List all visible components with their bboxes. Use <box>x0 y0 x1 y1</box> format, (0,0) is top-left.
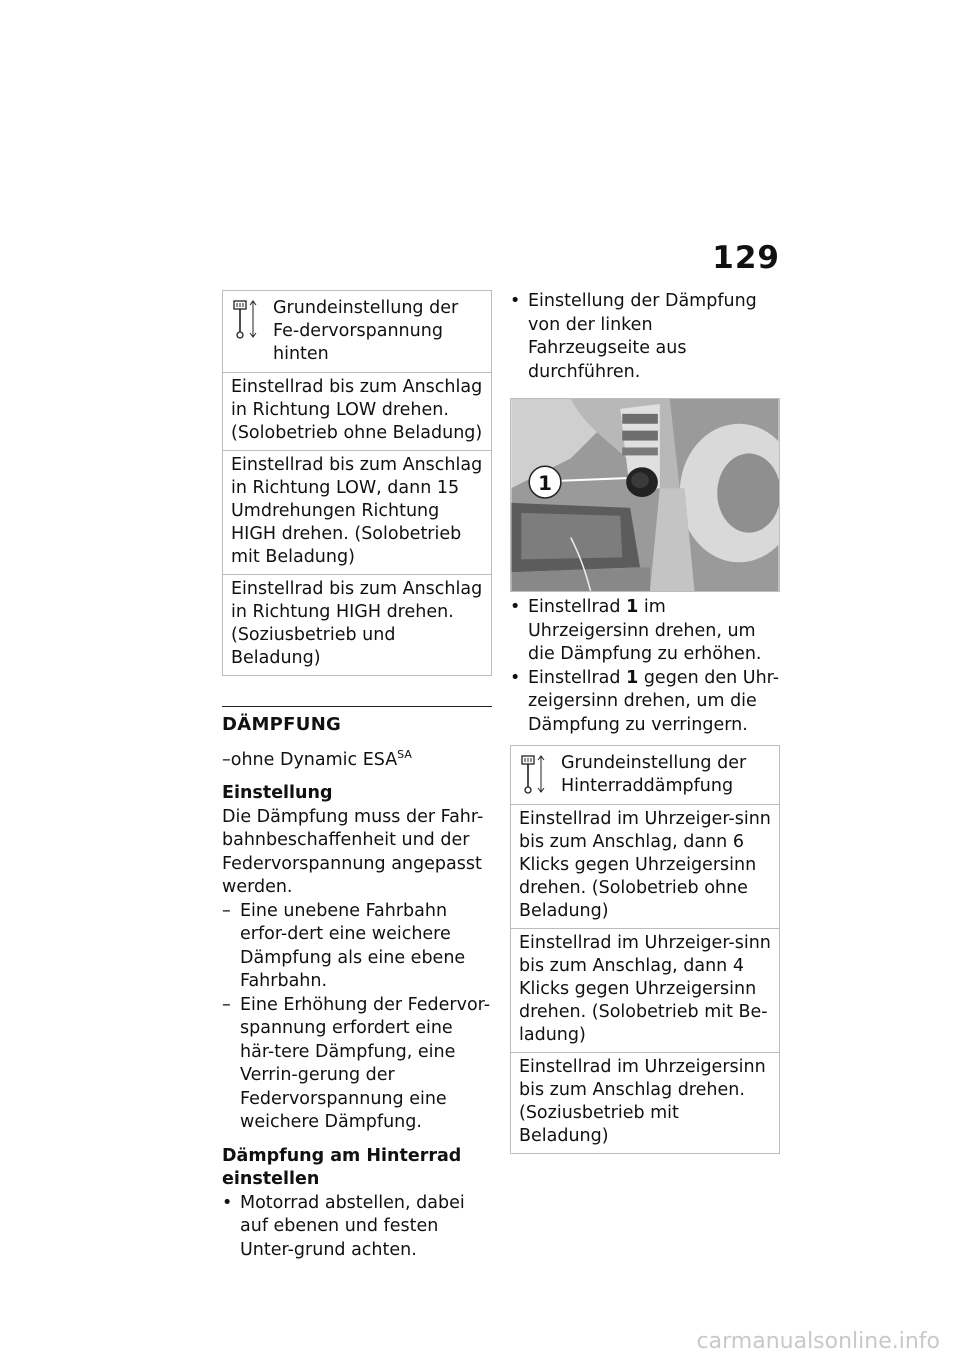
bullet-marker: • <box>510 667 521 688</box>
bullet-marker: • <box>510 597 521 617</box>
spec-table-row: Einstellrad bis zum Anschlag in Richtung LOW, dann 15 Umdrehungen Richtung HIGH drehen. (Solobetrieb mit Beladung) <box>223 451 491 575</box>
dash-list-item <box>222 994 492 1135</box>
dash-item-text: Eine Erhöhung der Federvor-spannung erfordert eine här-tere Dämpfung, eine Verrin-gerung der Federvorspannung eine weichere Dämpfung. <box>240 994 491 1132</box>
bullet-marker: • <box>510 291 521 311</box>
dash-item-text: Eine unebene Fahrbahn erfor-dert eine weichere Dämpfung als eine ebene Fahrbahn. <box>240 900 466 991</box>
spec-table-row: Einstellrad bis zum Anschlag in Richtung LOW drehen. (Solobetrieb ohne Beladung) <box>223 373 491 451</box>
spec-table-rear-damping <box>510 745 780 1154</box>
left-column <box>222 290 492 1262</box>
step-ref-number: 1 <box>626 667 639 688</box>
section-heading: DÄMPFUNG <box>222 706 492 737</box>
subheading-setting: Einstellung <box>222 783 333 803</box>
dash-list-item <box>222 900 492 994</box>
precondition-sup: SA <box>397 747 412 761</box>
precondition-line <box>222 743 492 773</box>
bullet-item-text: Einstellung der Dämpfung von der linken Fahrzeugseite aus durchführen. <box>528 291 757 382</box>
suspension-setting-icon <box>519 752 549 796</box>
suspension-setting-icon <box>231 297 261 341</box>
bullet-list-item <box>510 290 780 384</box>
step-ref-number: 1 <box>626 597 639 617</box>
spec-table-header <box>511 746 779 805</box>
spec-table-title: Grundeinstellung der Hinterraddämpfung <box>561 753 747 796</box>
precondition-text: ohne Dynamic ESA <box>230 749 398 770</box>
callout-number: 1 <box>538 472 552 496</box>
spec-table-row: Einstellrad im Uhrzeiger-sinn bis zum Anschlag, dann 6 Klicks gegen Uhrzeigersinn drehen. (Solobetrieb ohne Beladung) <box>511 805 779 929</box>
intro-paragraph: Die Dämpfung muss der Fahr-bahnbeschaffenheit und der Federvorspannung angepasst werden. <box>222 806 484 897</box>
bullet-item-text <box>528 668 779 735</box>
bullet-list-item <box>510 596 780 667</box>
spec-table-row: Einstellrad im Uhrzeigersinn bis zum Anschlag drehen. (Soziusbetrieb mit Beladung) <box>519 1057 766 1146</box>
dash-marker: – <box>222 900 231 921</box>
bullet-item-text: Motorrad abstellen, dabei auf ebenen und festen Unter-grund achten. <box>240 1192 465 1260</box>
step-text-after: im Uhrzeigersinn drehen, um die Dämpfung zu erhöhen. <box>528 597 762 664</box>
step-text-before: Einstellrad <box>528 667 627 688</box>
rear-damping-adjuster-photo <box>510 398 780 592</box>
spec-table-header <box>223 291 491 373</box>
bullet-list-item <box>510 667 780 738</box>
bullet-list-item <box>222 1192 492 1263</box>
spec-table-row: Einstellrad bis zum Anschlag in Richtung HIGH drehen. (Soziusbetrieb und Beladung) <box>231 579 483 668</box>
step-text-before: Einstellrad <box>528 597 627 617</box>
step-text-after: gegen den Uhr-zeigersinn drehen, um die Dämpfung zu verringern. <box>528 667 780 735</box>
spec-table-title: Grundeinstellung der Fe-dervorspannung hinten <box>273 298 459 364</box>
spec-table-row: Einstellrad im Uhrzeiger-sinn bis zum Anschlag, dann 4 Klicks gegen Uhrzeigersinn drehen. (Solobetrieb mit Be-ladung) <box>511 929 779 1053</box>
spec-table-rear-preload <box>222 290 492 676</box>
dash-marker: – <box>222 994 231 1015</box>
bullet-item-text <box>528 597 761 664</box>
right-column <box>510 290 780 1154</box>
precondition-dash: – <box>222 749 231 770</box>
subheading-rear-damping: Dämpfung am Hinterrad einstellen <box>222 1145 462 1189</box>
page-number: 129 <box>712 240 780 276</box>
bullet-marker: • <box>222 1192 233 1213</box>
watermark: carmanualsonline.info <box>696 1329 940 1354</box>
